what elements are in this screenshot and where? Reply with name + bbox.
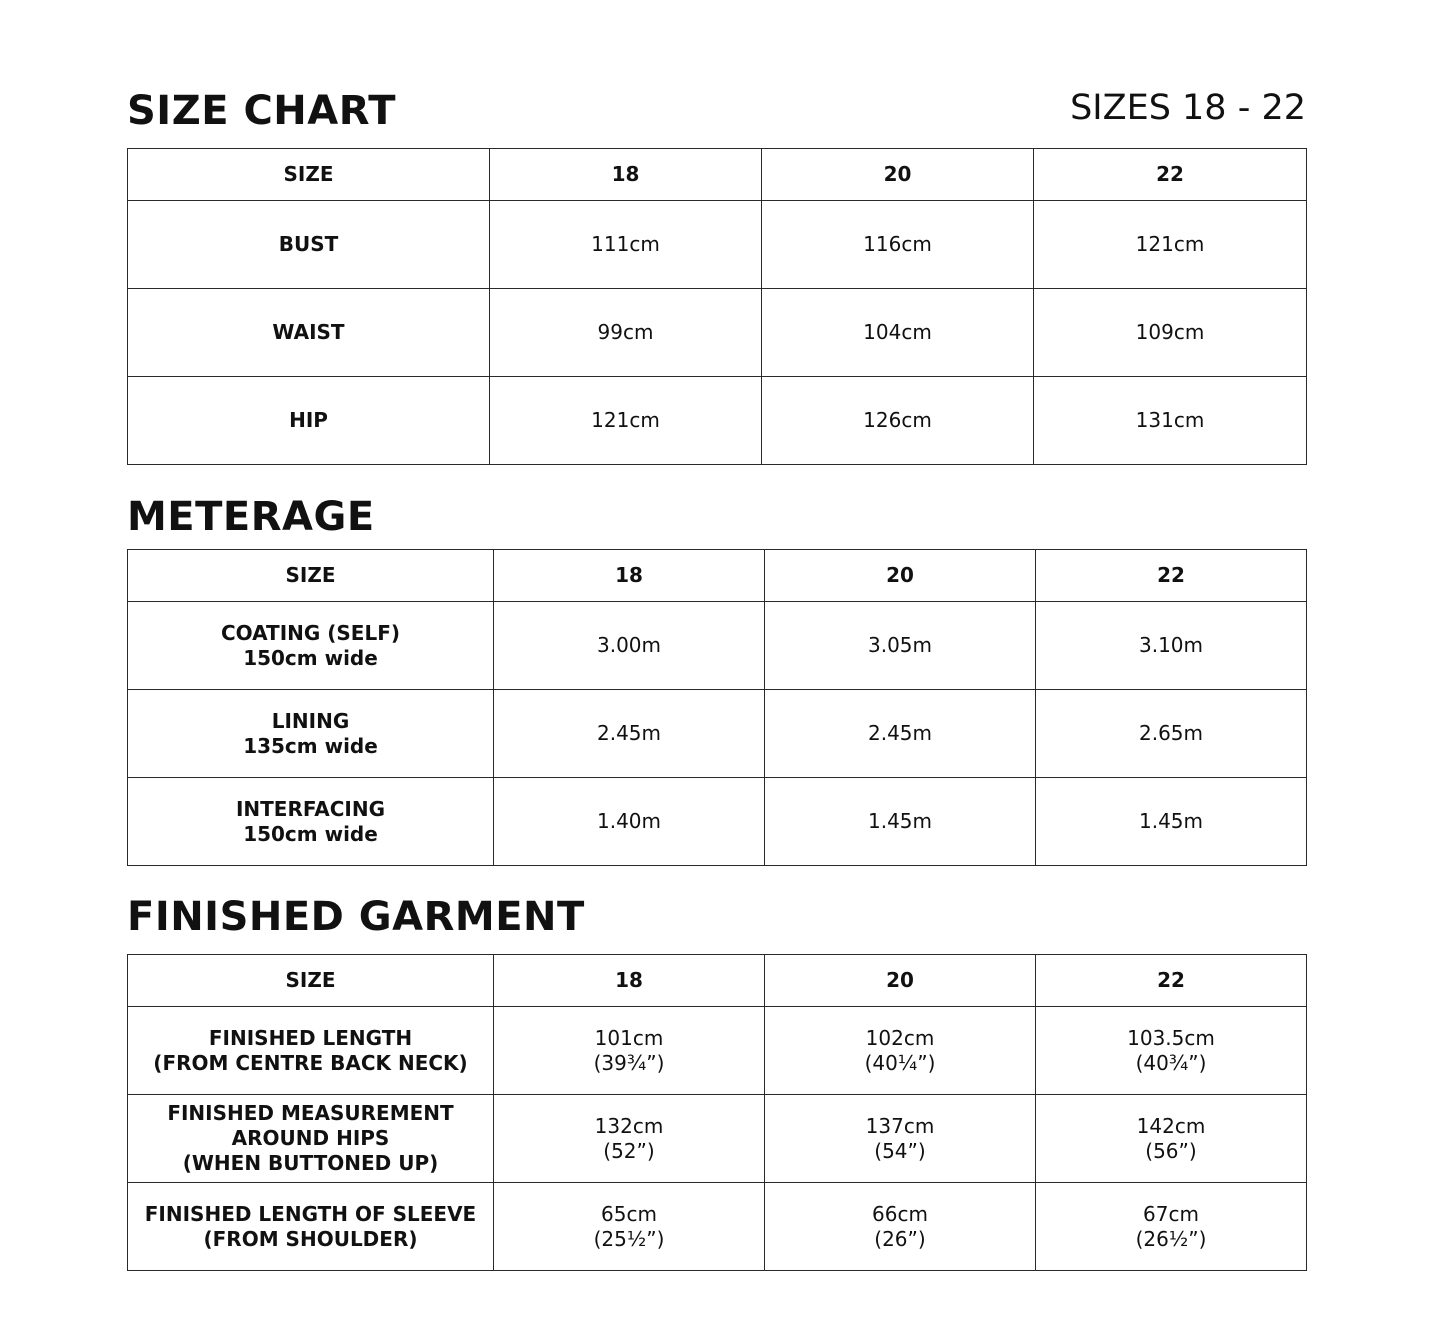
header-cell-18: 18 (494, 955, 765, 1007)
value-cm: 65cm (601, 1201, 657, 1226)
value-cm: 137cm (865, 1113, 935, 1138)
value-inches: (26½”) (1135, 1226, 1207, 1251)
size-chart-table (127, 148, 1307, 465)
table-row-bust (128, 201, 1307, 289)
value-cm: 67cm (1143, 1201, 1199, 1226)
value-cell (765, 1007, 1036, 1095)
table-row-finished-hips (128, 1095, 1307, 1183)
value-cell: 131cm (1034, 377, 1307, 465)
value-cell (1036, 1095, 1307, 1183)
header-cell-20: 20 (765, 955, 1036, 1007)
row-label-line: INTERFACING (235, 796, 385, 821)
finished-garment-title: FINISHED GARMENT (127, 894, 585, 940)
value-cm: 142cm (1136, 1113, 1206, 1138)
value-cell: 99cm (490, 289, 762, 377)
header-cell-18: 18 (494, 550, 765, 602)
table-row-waist (128, 289, 1307, 377)
header-cell-22: 22 (1036, 550, 1307, 602)
table-row-sleeve-length (128, 1183, 1307, 1271)
value-cm: 66cm (872, 1201, 928, 1226)
value-cell: 121cm (1034, 201, 1307, 289)
value-cell (765, 1095, 1036, 1183)
value-cell: 104cm (762, 289, 1034, 377)
value-inches: (40¼”) (864, 1050, 936, 1075)
meterage-table (127, 549, 1307, 866)
value-inches: (26”) (874, 1226, 926, 1251)
row-label-sleeve-length (128, 1183, 494, 1271)
value-cell (1036, 1007, 1307, 1095)
value-inches: (52”) (603, 1138, 655, 1163)
header-cell-22: 22 (1034, 149, 1307, 201)
row-label-waist: WAIST (128, 289, 490, 377)
table-row-finished-length (128, 1007, 1307, 1095)
meterage-title: METERAGE (127, 494, 375, 540)
value-cell (765, 1183, 1036, 1271)
size-chart-title: SIZE CHART (127, 88, 397, 134)
value-cell: 126cm (762, 377, 1034, 465)
value-cell: 2.65m (1036, 690, 1307, 778)
table-row-interfacing (128, 778, 1307, 866)
value-cell: 2.45m (765, 690, 1036, 778)
value-cell: 2.45m (494, 690, 765, 778)
row-label-hip: HIP (128, 377, 490, 465)
value-cell: 109cm (1034, 289, 1307, 377)
header-cell-22: 22 (1036, 955, 1307, 1007)
value-cell: 3.00m (494, 602, 765, 690)
header-cell-20: 20 (765, 550, 1036, 602)
header-cell-18: 18 (490, 149, 762, 201)
value-cell: 1.40m (494, 778, 765, 866)
table-header-row (128, 550, 1307, 602)
row-label-line: 135cm wide (243, 733, 378, 758)
table-header-row (128, 149, 1307, 201)
value-inches: (56”) (1145, 1138, 1197, 1163)
row-label-interfacing (128, 778, 494, 866)
row-label-finished-length (128, 1007, 494, 1095)
row-label-line: 150cm wide (243, 821, 378, 846)
value-inches: (54”) (874, 1138, 926, 1163)
row-label-line: FINISHED MEASUREMENT (167, 1101, 454, 1125)
row-label-coating (128, 602, 494, 690)
row-label-line: COATING (SELF) (220, 620, 401, 645)
row-label-lining (128, 690, 494, 778)
table-header-row (128, 955, 1307, 1007)
table-row-coating (128, 602, 1307, 690)
row-label-line: (WHEN BUTTONED UP) (182, 1151, 439, 1175)
table-row-lining (128, 690, 1307, 778)
value-cell: 3.10m (1036, 602, 1307, 690)
header-cell-size: SIZE (128, 149, 490, 201)
row-label-line: 150cm wide (243, 645, 378, 670)
row-label-finished-hips (128, 1095, 494, 1183)
row-label-line: AROUND HIPS (231, 1126, 390, 1150)
header-cell-size: SIZE (128, 955, 494, 1007)
value-inches: (40¾”) (1135, 1050, 1207, 1075)
value-cell: 1.45m (1036, 778, 1307, 866)
row-label-bust: BUST (128, 201, 490, 289)
value-cell: 3.05m (765, 602, 1036, 690)
value-cm: 132cm (594, 1113, 664, 1138)
value-cell: 121cm (490, 377, 762, 465)
value-cell: 1.45m (765, 778, 1036, 866)
row-label-line: (FROM SHOULDER) (203, 1226, 418, 1251)
row-label-line: FINISHED LENGTH (208, 1025, 413, 1050)
value-cell (494, 1095, 765, 1183)
row-label-line: FINISHED LENGTH OF SLEEVE (144, 1201, 477, 1226)
value-cm: 103.5cm (1127, 1025, 1215, 1050)
value-cell: 116cm (762, 201, 1034, 289)
value-cm: 102cm (865, 1025, 935, 1050)
value-inches: (39¾”) (593, 1050, 665, 1075)
value-cell (494, 1183, 765, 1271)
value-cell: 111cm (490, 201, 762, 289)
sizes-range-label: SIZES 18 - 22 (1070, 88, 1306, 128)
value-inches: (25½”) (593, 1226, 665, 1251)
row-label-line: (FROM CENTRE BACK NECK) (153, 1050, 468, 1075)
value-cm: 101cm (594, 1025, 664, 1050)
value-cell (494, 1007, 765, 1095)
header-cell-20: 20 (762, 149, 1034, 201)
value-cell (1036, 1183, 1307, 1271)
header-cell-size: SIZE (128, 550, 494, 602)
table-row-hip (128, 377, 1307, 465)
finished-garment-table (127, 954, 1307, 1271)
row-label-line: LINING (271, 708, 350, 733)
